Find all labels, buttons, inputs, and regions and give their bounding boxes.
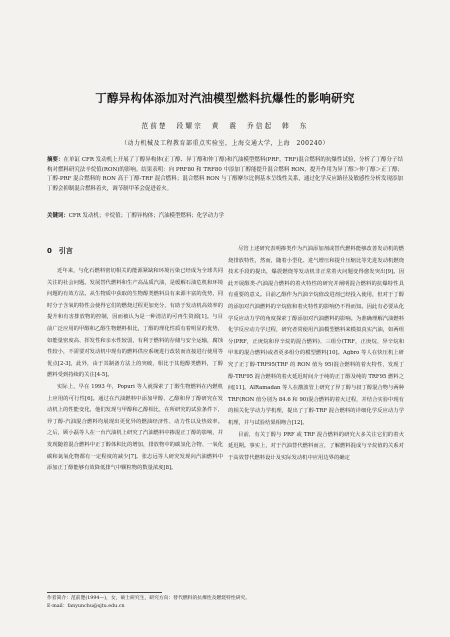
section-heading: 0 引言 [47, 247, 73, 255]
paper-title: 丁醇异构体添加对汽油模型燃料抗爆性的影响研究 [95, 91, 355, 105]
keywords-label: 关键词： [47, 213, 69, 219]
author-list: 范前楚 段耀宗 黄 震 乔信起 韩 东 [141, 122, 309, 130]
abstract-label: 摘要： [47, 157, 64, 163]
footnote-author-info: 作者简介：范前楚(1994—)，女，硕士研究生，研究方向：替代燃料的抗爆性及燃烧特性研究。 [47, 596, 251, 601]
abstract [47, 156, 403, 194]
right-column [228, 244, 404, 464]
body-paragraph: 目前，有关丁醇与 PRF 或 TRF 混合燃料的研究大多关注它们的着火延迟期。事实上，对于汽油替代燃料而言，了解燃料混成与辛烷值的关系对于高效替代燃料设计及实际发动机中应用边界的确定 [228, 431, 404, 461]
body-paragraph: 实际上，早在 1993 年，Popuri 等人就探索了丁醇生物燃料在内燃机上应用的可行性[6]。通过在汽油燃料中添加甲醇、乙醇和异丁醇研究在发动机上的性能变化，他们发现与甲醇和乙醇相比，在所研究的试验条件下，异丁醇-汽油混合燃料均展现出更优异的燃油经济性、动力性以及热效率。之后，顾小磊等人在一台汽油机上研究了汽油燃料中掺混正丁醇的影响，并发现随着混合燃料中正丁醇体积比的增加，排放物中的碳氢化合物、一氧化碳和氮氧化物都有一定程度的减少[7]。张志远等人研究发现向汽油燃料中添加正丁醇能够有效降低排气中颗粒物的数量浓度[8]。 [47, 383, 223, 472]
affiliation: （动力机械及工程教育部重点实验室，上海交通大学，上海 200240） [121, 140, 329, 147]
abstract-text: 在单缸 CFR 发动机上开展了丁醇异构体(正丁醇、异丁醇和仲丁醇)和汽油模型燃料(PRF，TRF)混合燃料的抗爆性试验，分析了丁醇分子结构对燃料研究法辛烷值(RON)的影响。结果表明：向 PRF80 和 TRF80 中添加丁醇能提升混合燃料 RON，提升作用为异丁醇＞仲丁醇＞正丁醇；丁醇-PRF 混合燃料的 RON 高于丁醇-TRF 混合燃料；混合燃料 RON 与丁醇摩尔比例基本呈线性关系，通过化学反应路径及敏感性分析发现添加丁醇会抑制混合燃料着火，调节制甲苯会促进着火。 [47, 157, 403, 192]
author-footnote [47, 595, 403, 611]
footnote-email: E-mail：fanyunchu@sjtu.edu.cn [47, 604, 125, 609]
keywords [47, 212, 403, 222]
keywords-text: CFR 发动机；辛烷值；丁醇异构体；汽油模型燃料；化学动力学 [68, 213, 224, 219]
footnote-divider [47, 592, 162, 593]
left-column [47, 244, 223, 475]
body-paragraph: 尽管上述研究表明掺类作为汽油添加剂或替代燃料能够改善发动机的燃烧排放特性，然而，随着小型化、进气增压和提升压缩比等先进发动机燃烧技术手段的提出，爆震燃烧等发动机非正常着火问题变得愈发突出[9]。因此开展醇类-汽油混合燃料的着火特性的研究并阐明混合燃料的抗爆特性具有重要的意义。目前乙醇作为汽油辛烷值改进剂已经投入使用，但对于丁醇的添加对汽油燃料的辛烷值和着火特性的影响仍不得而知。因此有必要从化学反应动力学的角度探索丁醇添加对汽油燃料的影响。为准确理解汽油燃料化学反应动力学过程，研究者常使用汽油模型燃料来模拟真实汽油，如两组分(PRF，正庚烷和异辛烷的混合燃料)、三组分(TRF，正庚烷、异辛烷和甲苯的混合燃料)或者更多组分的模型燃料[10]。Agbro 等人在快压机上研究了正丁醇-TRF95(TRF 的 RON 值为 95)混合燃料的着火特性，发现丁醇-TRF95 混合燃料的着火延迟时间介于纯的正丁醇及纯的 TRF95 燃料之间[11]。AlRamadan 等人在激波管上研究了异丁醇与叔丁醇混合物与两种 TRF(RON 值分别为 84.6 和 90)混合燃料的着火过程，并结合实验中现有的相关化学动力学机理，提出了丁醇-TRF 混合燃料的详细化学反应动力学机理，并与试验结果相吻合[12]。 [228, 246, 404, 426]
body-paragraph: 近年来，与化石燃料密切相关的能源紧缺和环境污染已经成为全球共同关注的社会问题。发展替代燃料和生产高品质汽油，是缓解石油危机和环境问题的有效方法。从生物质中获取的生物醇类燃料具有来源丰富的优势，同时分子含氧的特性会使得它们的燃烧过程更加充分，有助于发动机高效率的提升和有害排放物的控制，因而被认为是一种清洁的可再生资源[1]。与目前广泛应用的甲醇和乙醇生物燃料相比，丁醇的理化性质有着明显的优势，如能量密度高、挥发性和亲水性较弱，有利于燃料的存储与安全运输，腐蚀性较小，不需要对发动机中现有的燃料供应系统进行改装而直接进行使用等优点[2-3]，此外，由于其制备方法上的突破，相比于其他醇类燃料，丁醇燃料受到持续的关注[4-5]。 [47, 268, 223, 379]
